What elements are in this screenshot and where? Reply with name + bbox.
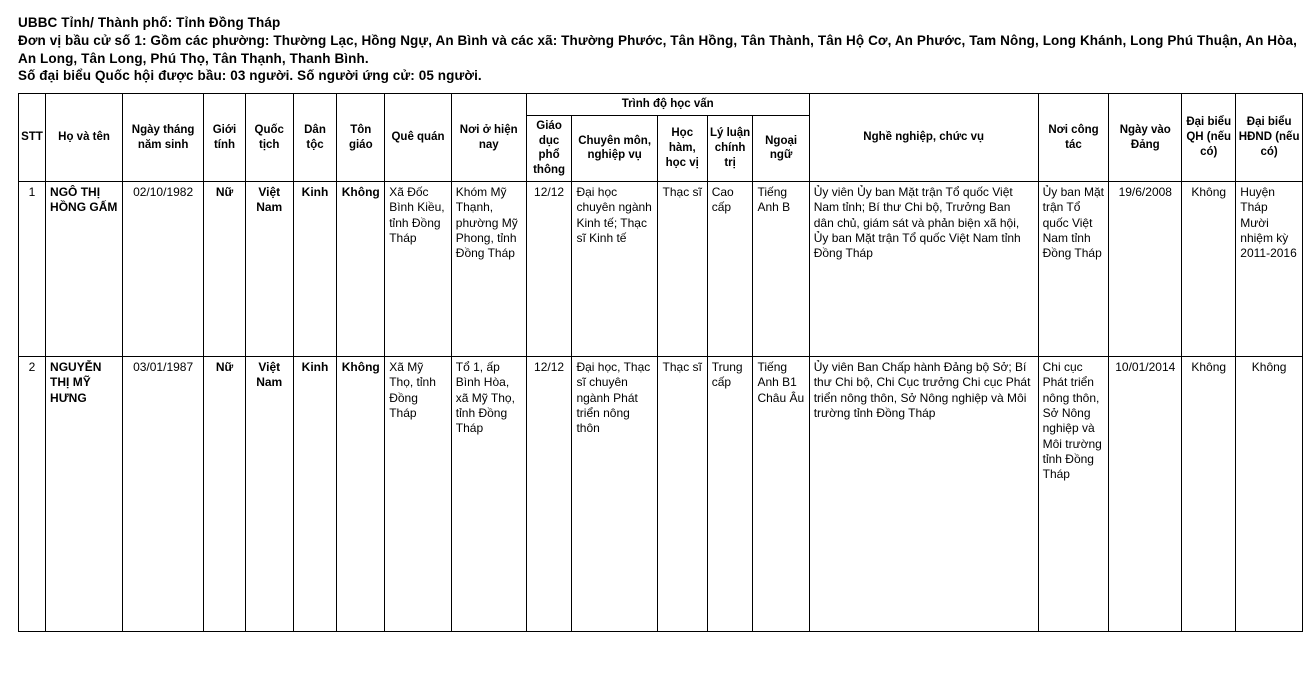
col-header-name: Họ và tên [46, 94, 123, 182]
col-header-education-group: Trình độ học vấn [526, 94, 809, 116]
cell-sex: Nữ [204, 356, 246, 631]
cell-edu-language: Tiếng Anh B1 Châu Âu [753, 356, 809, 631]
cell-stt: 2 [19, 356, 46, 631]
cell-edu-language: Tiếng Anh B [753, 181, 809, 356]
cell-deputy-hdnd: Huyện Tháp Mười nhiệm kỳ 2011-2016 [1236, 181, 1303, 356]
cell-edu-professional: Đại học, Thạc sĩ chuyên ngành Phát triển nông thôn [572, 356, 657, 631]
cell-religion: Không [337, 181, 385, 356]
document-header [18, 14, 1305, 85]
cell-workplace: Ủy ban Mặt trận Tổ quốc Việt Nam tỉnh Đồng Tháp [1038, 181, 1109, 356]
cell-ethnicity: Kinh [293, 356, 337, 631]
cell-party-date: 19/6/2008 [1109, 181, 1182, 356]
col-header-religion: Tôn giáo [337, 94, 385, 182]
col-header-ethnicity: Dân tộc [293, 94, 337, 182]
table-row [19, 356, 1303, 631]
cell-hometown: Xã Mỹ Thọ, tỉnh Đồng Tháp [385, 356, 452, 631]
cell-dob: 03/01/1987 [123, 356, 204, 631]
table-body [19, 181, 1303, 631]
col-header-edu-general: Giáo dục phổ thông [526, 115, 572, 181]
cell-edu-political: Cao cấp [707, 181, 753, 356]
cell-occupation: Ủy viên Ủy ban Mặt trận Tổ quốc Việt Nam tỉnh; Bí thư Chi bộ, Trưởng Ban dân chủ, giám sát và phản biện xã hội, Ủy ban Mặt trận Tổ quốc Việt Nam tỉnh Đồng Tháp [809, 181, 1038, 356]
cell-edu-political: Trung cấp [707, 356, 753, 631]
cell-name: NGÔ THỊ HỒNG GẤM [46, 181, 123, 356]
cell-edu-general: 12/12 [526, 181, 572, 356]
cell-religion: Không [337, 356, 385, 631]
cell-sex: Nữ [204, 181, 246, 356]
col-header-party-date: Ngày vào Đảng [1109, 94, 1182, 182]
col-header-hometown: Quê quán [385, 94, 452, 182]
cell-address: Khóm Mỹ Thạnh, phường Mỹ Phong, tỉnh Đồng Tháp [451, 181, 526, 356]
cell-occupation: Ủy viên Ban Chấp hành Đảng bộ Sở; Bí thư Chi bộ, Chi Cục trưởng Chi cục Phát triển nông thôn, Sở Nông nghiệp và Môi trường tỉnh Đồng Tháp [809, 356, 1038, 631]
cell-ethnicity: Kinh [293, 181, 337, 356]
candidates-table [18, 93, 1303, 632]
cell-party-date: 10/01/2014 [1109, 356, 1182, 631]
cell-workplace: Chi cục Phát triển nông thôn, Sở Nông nghiệp và Môi trường tỉnh Đồng Tháp [1038, 356, 1109, 631]
cell-hometown: Xã Đốc Bình Kiều, tỉnh Đồng Tháp [385, 181, 452, 356]
header-line-district: Đơn vị bầu cử số 1: Gồm các phường: Thường Lạc, Hồng Ngự, An Bình và các xã: Thường Phước, Tân Hồng, Tân Thành, Tân Hộ Cơ, An Phước, Tam Nông, Long Khánh, Long Phú Thuận, An Hòa, An Long, Tân Long, Phú Thọ, Tân Thạnh, Thanh Bình. [18, 32, 1297, 66]
col-header-edu-academic: Học hàm, học vị [657, 115, 707, 181]
col-header-address: Nơi ở hiện nay [451, 94, 526, 182]
cell-edu-academic: Thạc sĩ [657, 356, 707, 631]
cell-edu-general: 12/12 [526, 356, 572, 631]
cell-deputy-hdnd: Không [1236, 356, 1303, 631]
col-header-deputy-hdnd: Đại biểu HĐND (nếu có) [1236, 94, 1303, 182]
col-header-edu-political: Lý luận chính trị [707, 115, 753, 181]
cell-address: Tổ 1, ấp Bình Hòa, xã Mỹ Thọ, tỉnh Đồng Tháp [451, 356, 526, 631]
cell-stt: 1 [19, 181, 46, 356]
table-row [19, 181, 1303, 356]
cell-edu-academic: Thạc sĩ [657, 181, 707, 356]
cell-edu-professional: Đại học chuyên ngành Kinh tế; Thạc sĩ Kinh tế [572, 181, 657, 356]
col-header-workplace: Nơi công tác [1038, 94, 1109, 182]
col-header-dob: Ngày tháng năm sinh [123, 94, 204, 182]
cell-nationality: Việt Nam [245, 181, 293, 356]
col-header-deputy-qh: Đại biểu QH (nếu có) [1182, 94, 1236, 182]
header-line-committee: UBBC Tỉnh/ Thành phố: Tỉnh Đồng Tháp [18, 15, 281, 30]
table-header [19, 94, 1303, 182]
col-header-occupation: Nghề nghiệp, chức vụ [809, 94, 1038, 182]
cell-name: NGUYỄN THỊ MỸ HƯNG [46, 356, 123, 631]
cell-dob: 02/10/1982 [123, 181, 204, 356]
col-header-edu-professional: Chuyên môn, nghiệp vụ [572, 115, 657, 181]
col-header-sex: Giới tính [204, 94, 246, 182]
cell-deputy-qh: Không [1182, 356, 1236, 631]
cell-deputy-qh: Không [1182, 181, 1236, 356]
col-header-edu-language: Ngoại ngữ [753, 115, 809, 181]
cell-nationality: Việt Nam [245, 356, 293, 631]
table-header-row-1 [19, 94, 1303, 116]
header-line-counts: Số đại biểu Quốc hội được bầu: 03 người. Số người ứng cử: 05 người. [18, 68, 482, 84]
col-header-stt: STT [19, 94, 46, 182]
col-header-nationality: Quốc tịch [245, 94, 293, 182]
